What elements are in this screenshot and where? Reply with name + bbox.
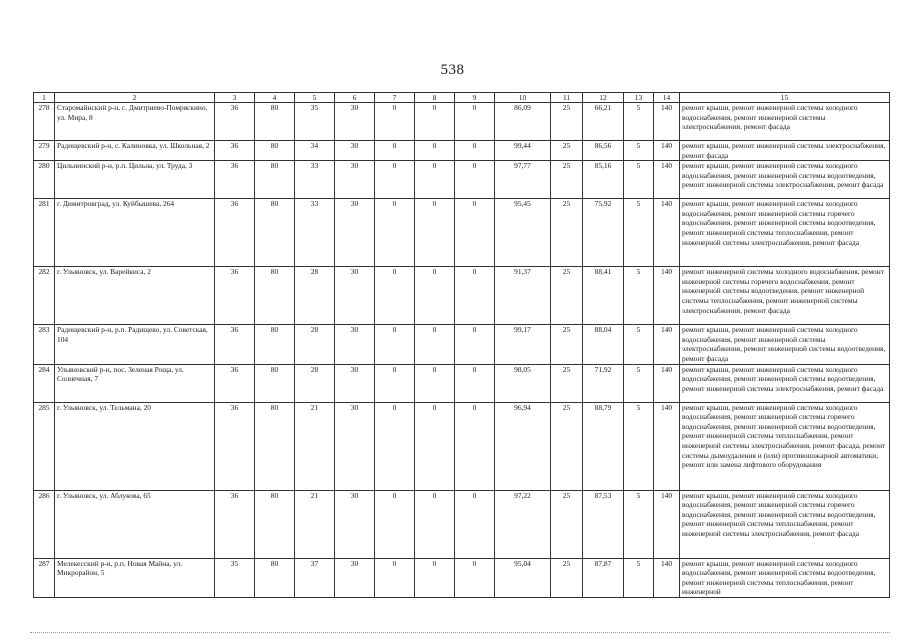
table-row [34, 364, 890, 402]
col13-cell: 5 [624, 161, 654, 199]
address-cell: Ульяновский р-н, пос. Зеленая Роща, ул. Солнечная, 7 [55, 364, 215, 402]
row-number: 283 [34, 325, 55, 364]
col10-cell: 99,44 [495, 141, 551, 161]
col11-cell: 25 [551, 490, 583, 558]
column-header-11: 11 [551, 93, 583, 103]
col7-cell: 0 [375, 325, 415, 364]
col7-cell: 0 [375, 364, 415, 402]
col4-cell: 80 [255, 161, 295, 199]
col7-cell: 0 [375, 161, 415, 199]
col8-cell: 0 [415, 161, 455, 199]
works-cell: ремонт крыши, ремонт инженерной системы холодного водоснабжения, ремонт инженерной системы горячего водоснабжения, ремонт инженерной системы водоотведения, ремонт инженерной системы теплоснабжения, ремонт инженерной системы электроснабжения, ремонт фасада [680, 199, 890, 267]
address-cell: г. Димитровград, ул. Куйбышева, 264 [55, 199, 215, 267]
col8-cell: 0 [415, 325, 455, 364]
col11-cell: 25 [551, 161, 583, 199]
col6-cell: 30 [335, 267, 375, 325]
col3-cell: 36 [215, 364, 255, 402]
col14-cell: 140 [654, 103, 680, 141]
col3-cell: 35 [215, 558, 255, 597]
col4-cell: 80 [255, 558, 295, 597]
column-header-7: 7 [375, 93, 415, 103]
repair-program-table [33, 92, 890, 598]
col12-cell: 85,16 [583, 161, 624, 199]
col11-cell: 25 [551, 364, 583, 402]
col5-cell: 37 [295, 558, 335, 597]
col13-cell: 5 [624, 490, 654, 558]
col7-cell: 0 [375, 490, 415, 558]
table-row [34, 141, 890, 161]
row-number: 281 [34, 199, 55, 267]
col6-cell: 30 [335, 558, 375, 597]
col14-cell: 140 [654, 141, 680, 161]
table-row [34, 161, 890, 199]
address-cell: г. Ульяновск, ул. Варейкиса, 2 [55, 267, 215, 325]
col9-cell: 0 [455, 325, 495, 364]
repair-program-table-container [33, 92, 889, 598]
col11-cell: 25 [551, 402, 583, 490]
works-cell: ремонт крыши, ремонт инженерной системы холодного водоснабжения, ремонт инженерной системы водоотведения, ремонт инженерной системы теплоснабжения, ремонт инженерной [680, 558, 890, 597]
col9-cell: 0 [455, 364, 495, 402]
col13-cell: 5 [624, 141, 654, 161]
col10-cell: 97,77 [495, 161, 551, 199]
works-cell: ремонт крыши, ремонт инженерной системы холодного водоснабжения, ремонт инженерной системы горячего водоснабжения, ремонт инженерной системы водоотведения, ремонт инженерной системы теплоснабжения, ремонт инженерной системы электроснабжения, ремонт фасада, ремонт системы дымоудаления и (или) противопожарной автоматики, ремонт или замена лифтового оборудования [680, 402, 890, 490]
col10-cell: 98,05 [495, 364, 551, 402]
col13-cell: 5 [624, 325, 654, 364]
col14-cell: 140 [654, 267, 680, 325]
col14-cell: 140 [654, 199, 680, 267]
col14-cell: 140 [654, 364, 680, 402]
address-cell: Радищевский р-н, р.п. Радищево, ул. Советская, 104 [55, 325, 215, 364]
row-number: 285 [34, 402, 55, 490]
col6-cell: 30 [335, 490, 375, 558]
column-header-12: 12 [583, 93, 624, 103]
table-row [34, 103, 890, 141]
col10-cell: 91,37 [495, 267, 551, 325]
col6-cell: 30 [335, 199, 375, 267]
col14-cell: 140 [654, 402, 680, 490]
column-header-15: 15 [680, 93, 890, 103]
row-number: 278 [34, 103, 55, 141]
col9-cell: 0 [455, 161, 495, 199]
page-bottom-edge [30, 632, 890, 634]
column-header-10: 10 [495, 93, 551, 103]
table-row [34, 267, 890, 325]
col7-cell: 0 [375, 199, 415, 267]
col3-cell: 36 [215, 490, 255, 558]
col3-cell: 36 [215, 267, 255, 325]
works-cell: ремонт крыши, ремонт инженерной системы электроснабжения, ремонт фасада [680, 141, 890, 161]
col6-cell: 30 [335, 103, 375, 141]
col8-cell: 0 [415, 558, 455, 597]
row-number: 284 [34, 364, 55, 402]
col10-cell: 97,22 [495, 490, 551, 558]
col8-cell: 0 [415, 364, 455, 402]
works-cell: ремонт крыши, ремонт инженерной системы холодного водоснабжения, ремонт инженерной системы электроснабжения, ремонт фасада [680, 103, 890, 141]
col7-cell: 0 [375, 558, 415, 597]
col9-cell: 0 [455, 199, 495, 267]
col12-cell: 66,21 [583, 103, 624, 141]
column-header-4: 4 [255, 93, 295, 103]
col9-cell: 0 [455, 141, 495, 161]
works-cell: ремонт крыши, ремонт инженерной системы холодного водоснабжения, ремонт инженерной системы водоотведения, ремонт инженерной системы электроснабжения, ремонт фасада [680, 161, 890, 199]
col14-cell: 140 [654, 161, 680, 199]
column-header-6: 6 [335, 93, 375, 103]
col8-cell: 0 [415, 267, 455, 325]
col10-cell: 96,94 [495, 402, 551, 490]
col14-cell: 140 [654, 325, 680, 364]
col13-cell: 5 [624, 103, 654, 141]
table-row [34, 490, 890, 558]
col12-cell: 87,87 [583, 558, 624, 597]
col11-cell: 25 [551, 267, 583, 325]
table-row [34, 558, 890, 597]
works-cell: ремонт крыши, ремонт инженерной системы холодного водоснабжения, ремонт инженерной системы горячего водоснабжения, ремонт инженерной системы водоотведения, ремонт инженерной системы теплоснабжения, ремонт инженерной системы электроснабжения, ремонт фасада [680, 490, 890, 558]
col4-cell: 80 [255, 199, 295, 267]
col10-cell: 99,17 [495, 325, 551, 364]
column-header-9: 9 [455, 93, 495, 103]
col5-cell: 33 [295, 161, 335, 199]
col6-cell: 30 [335, 141, 375, 161]
row-number: 280 [34, 161, 55, 199]
row-number: 282 [34, 267, 55, 325]
col8-cell: 0 [415, 141, 455, 161]
page-number: 538 [440, 62, 465, 78]
col12-cell: 88,04 [583, 325, 624, 364]
col6-cell: 30 [335, 364, 375, 402]
table-row [34, 402, 890, 490]
col9-cell: 0 [455, 103, 495, 141]
col8-cell: 0 [415, 199, 455, 267]
address-cell: Старомайнский р-н, с. Дмитриево-Помряскино, ул. Мира, 8 [55, 103, 215, 141]
column-header-8: 8 [415, 93, 455, 103]
column-header-13: 13 [624, 93, 654, 103]
col6-cell: 30 [335, 402, 375, 490]
col9-cell: 0 [455, 267, 495, 325]
col4-cell: 80 [255, 103, 295, 141]
col3-cell: 36 [215, 402, 255, 490]
col4-cell: 80 [255, 325, 295, 364]
col8-cell: 0 [415, 103, 455, 141]
col7-cell: 0 [375, 267, 415, 325]
address-cell: г. Ульяновск, ул. Тельмана, 20 [55, 402, 215, 490]
col11-cell: 25 [551, 558, 583, 597]
col12-cell: 71,92 [583, 364, 624, 402]
col9-cell: 0 [455, 558, 495, 597]
col13-cell: 5 [624, 364, 654, 402]
col13-cell: 5 [624, 558, 654, 597]
col10-cell: 95,04 [495, 558, 551, 597]
col5-cell: 21 [295, 402, 335, 490]
col5-cell: 35 [295, 103, 335, 141]
column-header-14: 14 [654, 93, 680, 103]
col9-cell: 0 [455, 490, 495, 558]
address-cell: Радищевский р-н, с. Калиновка, ул. Школьная, 2 [55, 141, 215, 161]
col8-cell: 0 [415, 490, 455, 558]
address-cell: Мелекесский р-н, р.п. Новая Майна, ул. Микрорайон, 5 [55, 558, 215, 597]
row-number: 279 [34, 141, 55, 161]
col7-cell: 0 [375, 103, 415, 141]
col13-cell: 5 [624, 402, 654, 490]
col11-cell: 25 [551, 141, 583, 161]
col14-cell: 140 [654, 490, 680, 558]
col3-cell: 36 [215, 141, 255, 161]
col5-cell: 28 [295, 325, 335, 364]
col14-cell: 140 [654, 558, 680, 597]
header-row [34, 93, 890, 103]
works-cell: ремонт крыши, ремонт инженерной системы холодного водоснабжения, ремонт инженерной системы электроснабжения, ремонт инженерной системы водоотведения, ремонт фасада [680, 325, 890, 364]
col12-cell: 88,79 [583, 402, 624, 490]
col4-cell: 80 [255, 267, 295, 325]
col12-cell: 88,41 [583, 267, 624, 325]
col3-cell: 36 [215, 199, 255, 267]
col4-cell: 80 [255, 402, 295, 490]
col11-cell: 25 [551, 325, 583, 364]
row-number: 287 [34, 558, 55, 597]
col9-cell: 0 [455, 402, 495, 490]
col10-cell: 86,09 [495, 103, 551, 141]
works-cell: ремонт крыши, ремонт инженерной системы холодного водоснабжения, ремонт инженерной системы водоотведения, ремонт инженерной системы электроснабжения, ремонт фасада [680, 364, 890, 402]
col5-cell: 34 [295, 141, 335, 161]
col12-cell: 75,92 [583, 199, 624, 267]
column-header-1: 1 [34, 93, 55, 103]
col3-cell: 36 [215, 161, 255, 199]
col5-cell: 21 [295, 490, 335, 558]
table-body [34, 103, 890, 598]
col5-cell: 28 [295, 267, 335, 325]
address-cell: Цильнинский р-н, р.п. Цильна, ул. Труда, 3 [55, 161, 215, 199]
col13-cell: 5 [624, 267, 654, 325]
works-cell: ремонт инженерной системы холодного водоснабжения, ремонт инженерной системы горячего водоснабжения, ремонт инженерной системы водоотведения, ремонт инженерной системы теплоснабжения, ремонт инженерной системы электроснабжения, ремонт фасада [680, 267, 890, 325]
col3-cell: 36 [215, 325, 255, 364]
col13-cell: 5 [624, 199, 654, 267]
col6-cell: 30 [335, 161, 375, 199]
col12-cell: 86,56 [583, 141, 624, 161]
col4-cell: 80 [255, 490, 295, 558]
col12-cell: 87,53 [583, 490, 624, 558]
col4-cell: 80 [255, 141, 295, 161]
address-cell: г. Ульяновск, ул. Аблукова, 65 [55, 490, 215, 558]
col10-cell: 95,45 [495, 199, 551, 267]
col6-cell: 30 [335, 325, 375, 364]
col3-cell: 36 [215, 103, 255, 141]
col5-cell: 28 [295, 364, 335, 402]
col5-cell: 33 [295, 199, 335, 267]
col7-cell: 0 [375, 141, 415, 161]
col8-cell: 0 [415, 402, 455, 490]
col7-cell: 0 [375, 402, 415, 490]
column-header-3: 3 [215, 93, 255, 103]
table-row [34, 325, 890, 364]
col11-cell: 25 [551, 199, 583, 267]
column-header-5: 5 [295, 93, 335, 103]
col11-cell: 25 [551, 103, 583, 141]
row-number: 286 [34, 490, 55, 558]
column-header-2: 2 [55, 93, 215, 103]
table-row [34, 199, 890, 267]
col4-cell: 80 [255, 364, 295, 402]
